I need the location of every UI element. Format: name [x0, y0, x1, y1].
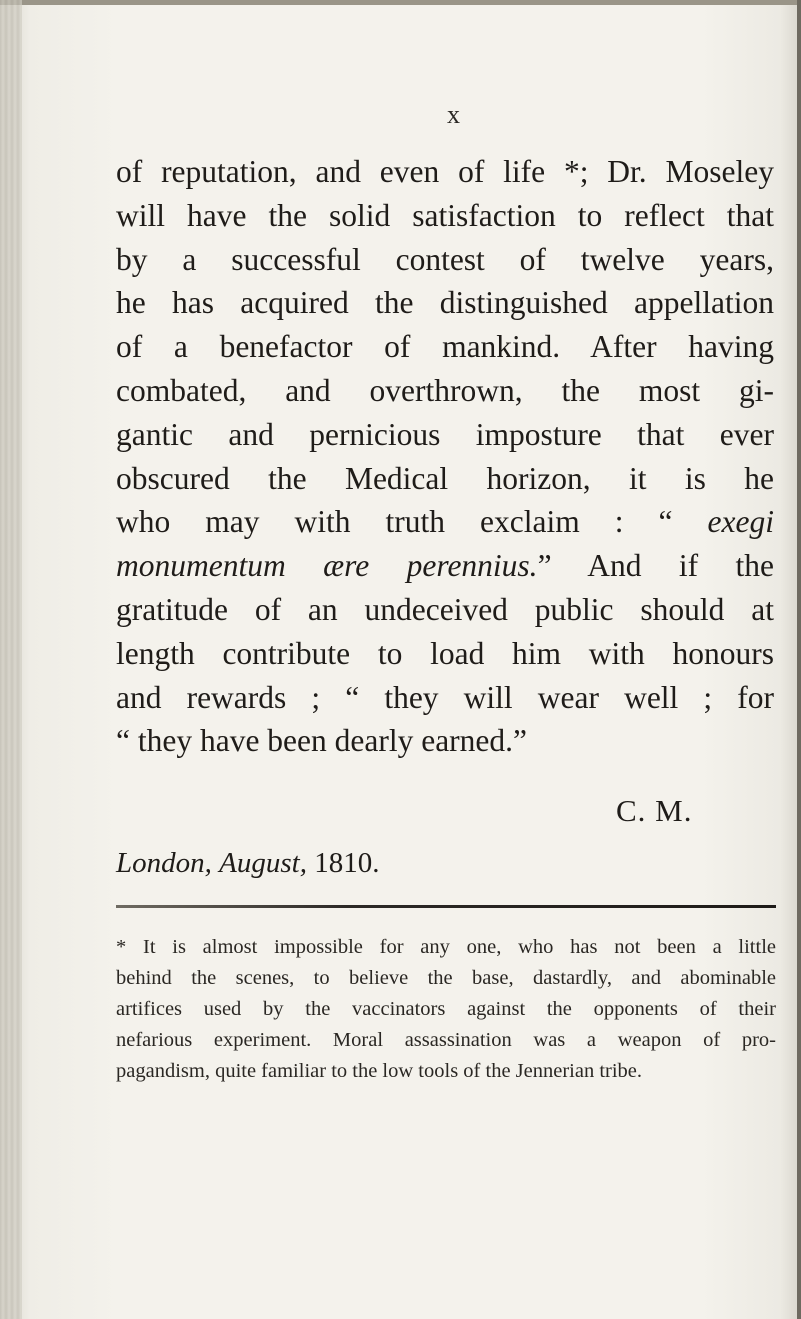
- body-line: by a successful contest of twelve years,: [116, 241, 774, 277]
- latin-quote: monumentum ære perennius.: [116, 548, 538, 584]
- body-line: combated, and overthrown, the most gi-: [116, 372, 774, 408]
- body-line: gratitude of an undeceived public should at: [116, 591, 774, 627]
- footnote-line: pagandism, quite familiar to the low tools of the Jennerian tribe.: [116, 1060, 643, 1082]
- body-paragraph: [116, 150, 774, 763]
- footnote: [116, 932, 776, 1087]
- body-line: of a benefactor of mankind. After having: [116, 329, 774, 365]
- body-line: will have the solid satisfaction to reflect that: [116, 197, 774, 233]
- place: London,: [116, 847, 212, 879]
- latin-line-suffix: ” And if the: [537, 548, 774, 584]
- month: August,: [219, 847, 307, 879]
- latin-quote-start: exegi: [707, 504, 774, 540]
- body-line: he has acquired the distinguished appellation: [116, 285, 774, 321]
- footnote-line: nefarious experiment. Moral assassination was a weapon of pro-: [116, 1029, 776, 1051]
- page-top-edge: [0, 0, 801, 5]
- place-date: [116, 847, 379, 880]
- latin-line: [116, 544, 774, 588]
- body-line: gantic and pernicious imposture that ever: [116, 416, 774, 452]
- quote-line: [116, 500, 774, 544]
- footnote-line: behind the scenes, to believe the base, dastardly, and abominable: [116, 967, 776, 989]
- author-initials: C. M.: [616, 793, 693, 828]
- body-line: of reputation, and even of life *; Dr. Moseley: [116, 154, 774, 189]
- footnote-divider: [116, 905, 776, 908]
- page-right-edge: [797, 0, 801, 1319]
- body-line: length contribute to load him with honours: [116, 635, 774, 671]
- footnote-line: artifices used by the vaccinators against the opponents of their: [116, 998, 776, 1020]
- body-line: and rewards ; “ they will wear well ; for: [116, 679, 774, 715]
- page-number: x: [447, 100, 461, 129]
- body-line: obscured the Medical horizon, it is he: [116, 460, 774, 496]
- binding-edge: [0, 0, 22, 1319]
- year: 1810.: [314, 847, 380, 879]
- body-line: “ they have been dearly earned.”: [116, 723, 528, 759]
- quote-line-text: who may with truth exclaim : “: [116, 504, 708, 540]
- footnote-line: * It is almost impossible for any one, who has not been a little: [116, 936, 776, 958]
